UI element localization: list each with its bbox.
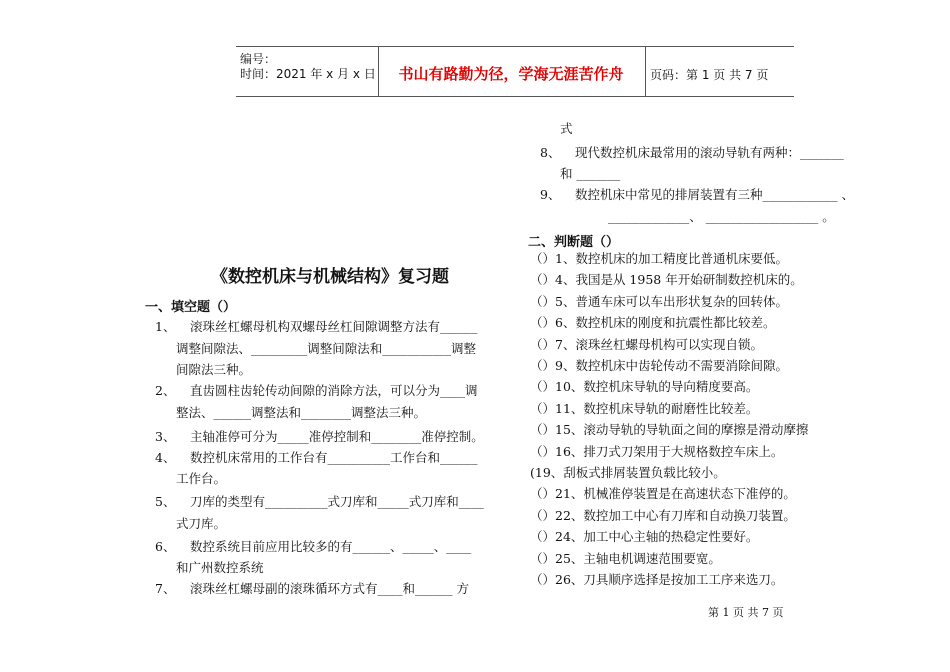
judge-item: （）4、我国是从 1958 年开始研制数控机床的。 (530, 272, 803, 288)
judge-item: （）16、排刀式刀架用于大规格数控车床上。 (530, 443, 784, 459)
judge-item: （）5、普通车床可以车出形状复杂的回转体。 (530, 293, 788, 309)
judge-section-heading: 二、判断题（） (528, 235, 620, 250)
fill-question-number: 4、 (155, 450, 176, 465)
fill-question-line: 滚珠丝杠螺母机构双螺母丝杠间隙调整方法有______ (190, 319, 478, 334)
judge-item: （）10、数控机床导轨的导向精度要高。 (530, 379, 759, 395)
fill-question-number: 5、 (155, 494, 176, 509)
judge-item: （）6、数控机床的刚度和抗震性都比较差。 (530, 315, 776, 331)
q8-number: 8、 (540, 145, 561, 160)
fill-question-line: 刀库的类型有__________式刀库和_____式刀库和____ (190, 494, 484, 509)
page-footer: 第 1 页 共 7 页 (708, 606, 784, 619)
fill-question-number: 2、 (155, 383, 176, 398)
q9-number: 9、 (540, 187, 561, 202)
fill-question-line: 间隙法三种。 (176, 362, 252, 377)
q7-continuation: 式 (560, 121, 573, 136)
header-divider-left (378, 46, 379, 97)
page-title: 《数控机床与机械结构》复习题 (211, 267, 449, 287)
time-label: 时间：2021 年 x 月 x 日 (240, 67, 376, 81)
fill-question-line: 主轴准停可分为_____准停控制和________准停控制。 (190, 429, 484, 444)
judge-item: （）24、加工中心主轴的热稳定性要好。 (530, 529, 759, 545)
q8-line-2: 和 _______ (560, 166, 621, 181)
judge-item: （）15、滚动导轨的导轨面之间的摩擦是滑动摩擦 (530, 422, 809, 438)
header-divider-right (645, 46, 646, 97)
fill-question-line: 调整间隙法、_________调整间隙法和___________调整 (176, 341, 477, 356)
judge-item: （）21、机械准停装置是在高速状态下准停的。 (530, 486, 796, 502)
fill-question-number: 7、 (155, 581, 176, 596)
fill-question-number: 3、 (155, 429, 176, 444)
header-top-rule (236, 46, 794, 47)
judge-item: （）1、数控机床的加工精度比普通机床要低。 (530, 251, 788, 266)
q8-line-1: 现代数控机床最常用的滚动导轨有两种：_______ (575, 145, 844, 160)
fill-question-line: 式刀库。 (176, 516, 227, 531)
fill-question-line: 滚珠丝杠螺母副的滚珠循环方式有____和______ 方 (190, 581, 469, 596)
header-bottom-rule (236, 96, 794, 97)
judge-item: （）22、数控加工中心有刀库和自动换刀装置。 (530, 507, 796, 523)
fill-question-line: 工作台。 (176, 471, 227, 486)
judge-item: （）26、刀具顺序选择是按加工工序来选刀。 (530, 572, 784, 587)
fill-question-line: 整法、______调整法和________调整法三种。 (176, 405, 427, 420)
fill-question-line: 和广州数控系统 (176, 560, 264, 575)
fill-question-line: 直齿圆柱齿轮传动间隙的消除方法，可以分为____调 (190, 383, 478, 398)
judge-item: （）25、主轴电机调速范围要宽。 (530, 550, 721, 566)
fill-question-line: 数控系统目前应用比较多的有______、_____、____ (190, 539, 472, 554)
fill-question-number: 6、 (155, 539, 176, 554)
page-label: 页码：第 1 页 共 7 页 (650, 68, 769, 82)
judge-item: （）7、滚珠丝杠螺母机构可以实现自锁。 (530, 336, 763, 352)
judge-item: （）11、数控机床导轨的耐磨性比较差。 (530, 400, 759, 416)
judge-item: （）9、数控机床中齿轮传动不需要消除间隙。 (530, 358, 788, 373)
judge-item: (19、刮板式排屑装置负载比较小。 (530, 465, 726, 480)
fill-question-number: 1、 (155, 319, 176, 334)
fill-question-line: 数控机床常用的工作台有__________工作台和______ (190, 450, 478, 465)
q9-line-2: _____________、 __________________ 。 (608, 209, 835, 224)
number-label: 编号： (240, 52, 277, 66)
fill-section-heading: 一、填空题（） (145, 300, 237, 315)
q9-line-1: 数控机床中常见的排屑装置有三种____________ 、 (575, 187, 854, 202)
motto: 书山有路勤为径，学海无涯苦作舟 (398, 65, 624, 83)
